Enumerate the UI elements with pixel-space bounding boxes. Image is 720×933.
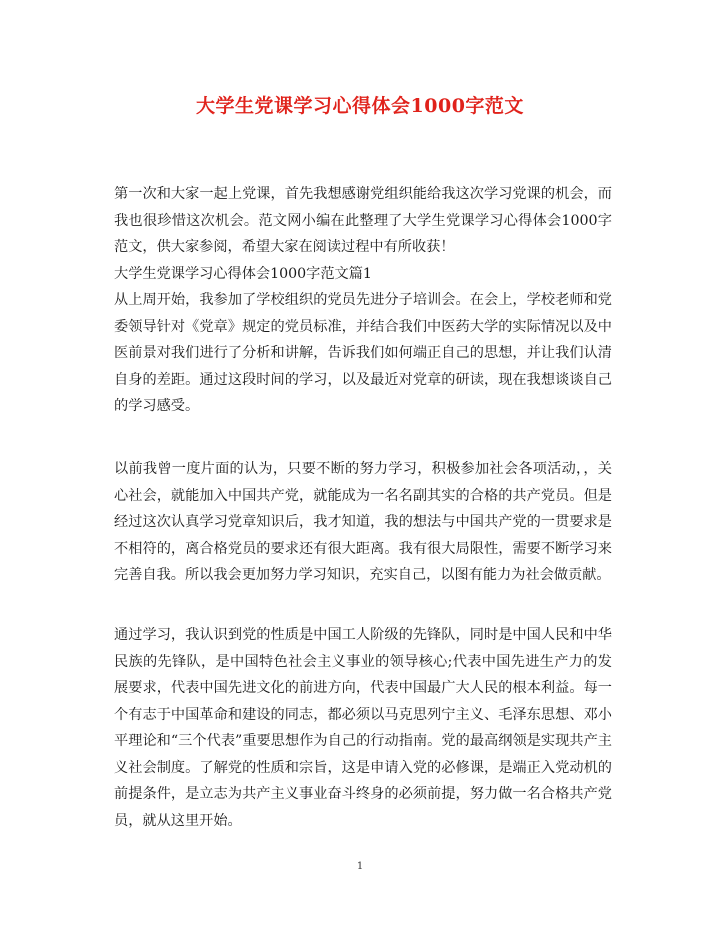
document-title: 大学生党课学习心得体会1000字范文 [196, 95, 524, 117]
section-heading: 大学生党课学习心得体会1000字范文篇1 [114, 265, 372, 282]
page-number: 1 [356, 861, 364, 872]
body-paragraph-1: 从上周开始，我参加了学校组织的党员先进分子培训会。在会上，学校老师和党委领导针对《党章》规定的党员标准，并结合我们中医药大学的实际情况以及中医前景对我们进行了分析和讲解，告诉我们如何端正自己的思想，并让我们认清自身的差距。通过这段时间的学习，以及最近对党章的研读，现在我想谈谈自己的学习感受。 [114, 292, 612, 414]
body-paragraph-2-text: 以前我曾一度片面的认为，只要不断的努力学习，积极参加社会各项活动，，关心社会，就能加入中国共产党，就能成为一名名副其实的合格的共产党员。但是经过这次认真学习党章知识后，我才知道，我的想法与中国共产党的一贯要求是不相符的，离合格党员的要求还有很大距离。我有很大局限性，需要不断学习来完善自我。所以我会更加努力学习知识，充实自己，以图有能力为社会做贡献。 [114, 461, 612, 583]
body-paragraph-2 [114, 456, 612, 589]
body-paragraph-3 [114, 622, 612, 834]
body-paragraph-3-text: 通过学习，我认识到党的性质是中国工人阶级的先锋队，同时是中国人民和中华民族的先锋队，是中国特色社会主义事业的领导核心;代表中国先进生产力的发展要求，代表中国先进文化的前进方向，代表中国最广大人民的根本利益。每一个有志于中国革命和建设的同志，都必须以马克思列宁主义、毛泽东思想、邓小平理论和“三个代表”重要思想作为自己的行动指南。党的最高纲领是实现共产主义社会制度。了解党的性质和宗旨，这是申请入党的必修课，是端正入党动机的前提条件，是立志为共产主义事业奋斗终身的必须前提，努力做一名合格共产党员，就从这里开始。 [114, 627, 612, 829]
intro-paragraph: 第一次和大家一起上党课，首先我想感谢党组织能给我这次学习党课的机会，而我也很珍惜这次机会。范文网小编在此整理了大学生党课学习心得体会1000字范文，供大家参阅，希望大家在阅读过程中有所收获！ [114, 186, 612, 255]
intro-block [114, 181, 612, 420]
